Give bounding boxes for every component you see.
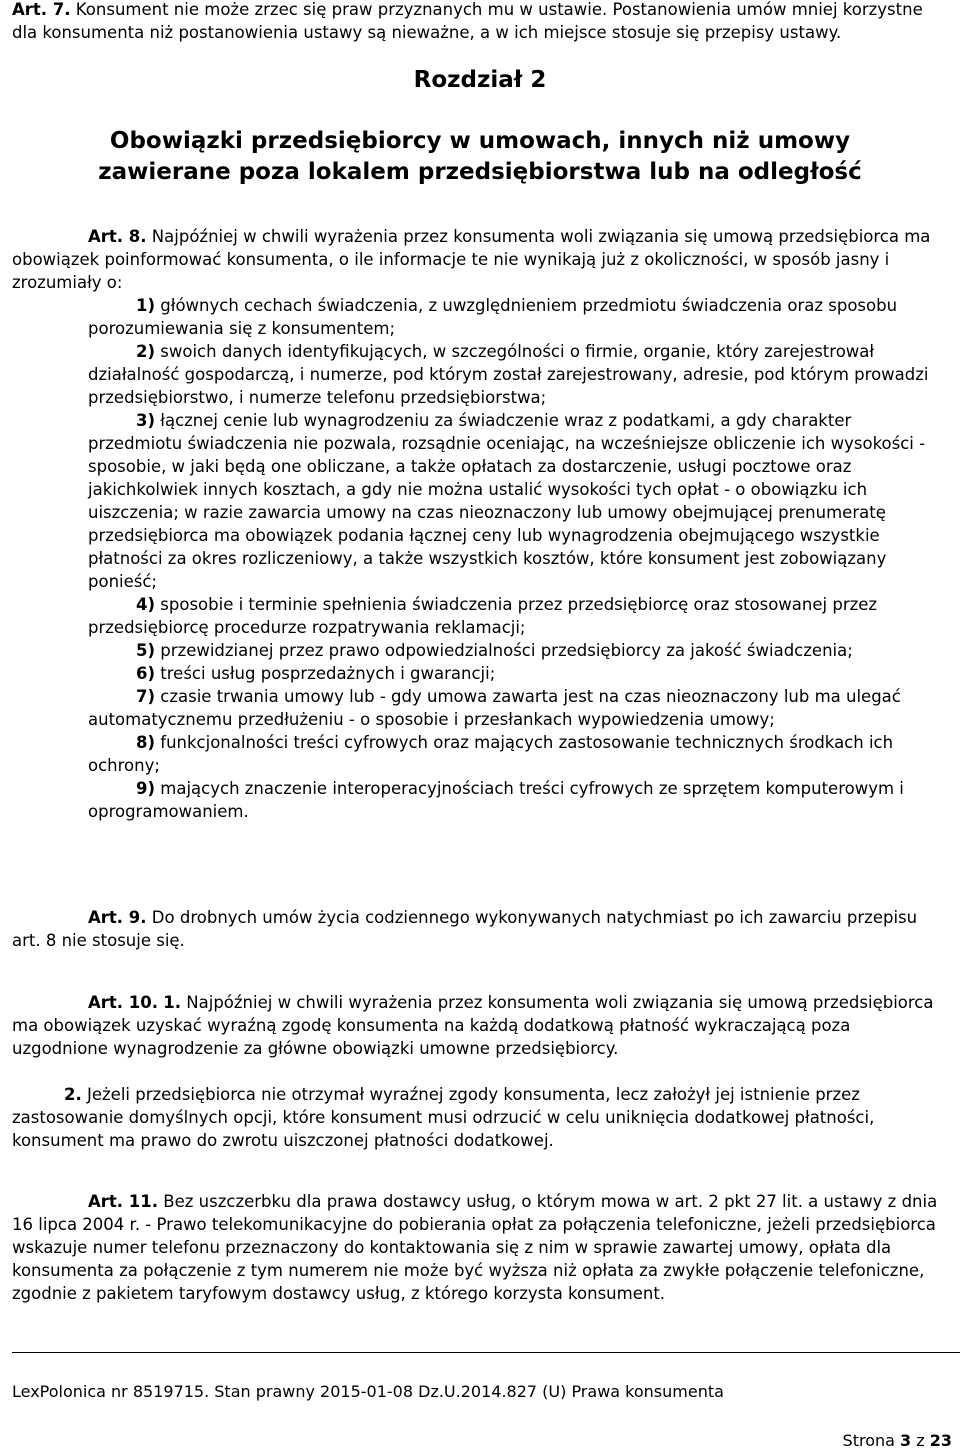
art9-text: Do drobnych umów życia codziennego wykonywanych natychmiast po ich zawarciu przepisu art. 8 nie stosuje się. (12, 908, 918, 950)
list-item (12, 639, 950, 662)
art10-p1-number: 1. (163, 993, 182, 1012)
item-number: 4) (136, 595, 156, 614)
art10-p2-text: Jeżeli przedsiębiorca nie otrzymał wyraźnej zgody konsumenta, lecz założył jej istnienie przez zastosowanie domyślnych opcji, które konsument musi odrzucić w celu uniknięcia dodatkowej płatności, konsument ma prawo do zwrotu uiszczonej płatności dodatkowej. (12, 1085, 875, 1150)
item-number: 7) (136, 687, 156, 706)
item-number: 5) (136, 641, 156, 660)
item-text: przewidzianej przez prawo odpowiedzialności przedsiębiorcy za jakość świadczenia; (155, 641, 853, 660)
chapter-title-line1: Obowiązki przedsiębiorcy w umowach, innych niż umowy (109, 128, 851, 154)
list-item (12, 777, 950, 823)
art10-label: Art. 10. (88, 993, 159, 1012)
list-item (12, 294, 950, 340)
page-current: 3 (900, 1431, 912, 1450)
item-text: funkcjonalności treści cyfrowych oraz mających zastosowanie technicznych środkach ich ochrony; (88, 733, 894, 775)
page-prefix: Strona (842, 1431, 901, 1450)
art10-paragraph-1 (12, 991, 950, 1060)
art7-paragraph (12, 0, 950, 44)
item-number: 1) (136, 296, 156, 315)
art8-intro (12, 225, 950, 294)
page-separator: z (911, 1431, 930, 1450)
art10-p2-number: 2. (64, 1085, 82, 1104)
list-item (12, 685, 950, 731)
item-text: mających znaczenie interoperacyjnościach treści cyfrowych ze sprzętem komputerowym i oprogramowaniem. (88, 779, 904, 821)
list-item (12, 593, 950, 639)
item-text: treści usług posprzedażnych i gwarancji; (155, 664, 496, 683)
art9-label: Art. 9. (88, 908, 147, 927)
art8-section (12, 225, 950, 823)
list-item (12, 731, 950, 777)
page-total: 23 (929, 1431, 952, 1450)
art8-items (12, 294, 950, 823)
art10-paragraph-2 (12, 1083, 950, 1152)
item-number: 9) (136, 779, 156, 798)
chapter-number: Rozdział 2 (413, 67, 547, 93)
list-item (12, 409, 950, 593)
art11-paragraph (12, 1190, 950, 1305)
list-item (12, 662, 950, 685)
footer-divider (12, 1352, 960, 1353)
art9-paragraph (12, 906, 950, 952)
item-text: swoich danych identyfikujących, w szczególności o firmie, organie, który zarejestrował działalność gospodarczą, i numerze, pod którym został zarejestrowany, adresie, pod którym prowadzi przedsiębiorstwo, i numerze telefonu przedsiębiorstwa; (88, 342, 929, 407)
item-number: 6) (136, 664, 156, 683)
chapter-title-line2: zawierane poza lokalem przedsiębiorstwa lub na odległość (98, 159, 862, 185)
art8-label: Art. 8. (88, 227, 147, 246)
art11-text: Bez uszczerbku dla prawa dostawcy usług, o którym mowa w art. 2 pkt 27 lit. a ustawy z dnia 16 lipca 2004 r. - Prawo telekomunikacyjne do pobierania opłat za połączenia telefoniczne, jeżeli przedsiębiorca wskazuje numer telefonu przeznaczony do kontaktowania się z nim w sprawie zawartej umowy, opłata dla konsumenta za połączenie z tym numerem nie może być wyższa niż opłata za zwykłe połączenie telefoniczne, zgodnie z pakietem taryfowym dostawcy usług, z którego korzysta konsument. (12, 1192, 938, 1303)
page-number (843, 1430, 952, 1452)
item-number: 2) (136, 342, 156, 361)
art7-label: Art. 7. (12, 0, 71, 19)
item-text: sposobie i terminie spełnienia świadczenia przez przedsiębiorcę oraz stosowanej przez przedsiębiorcę procedurze rozpatrywania reklamacji; (88, 595, 878, 637)
item-text: łącznej cenie lub wynagrodzeniu za świadczenie wraz z podatkami, a gdy charakter przedmiotu świadczenia nie pozwala, rozsądnie oceniając, na wcześniejsze obliczenie ich wysokości - sposobie, w jaki będą one obliczane, a także opłatach za dostarczenie, usługi pocztowe oraz jakichkolwiek innych kosztach, a gdy nie można ustalić wysokości tych opłat - o obowiązku ich uiszczenia; w razie zawarcia umowy na czas nieoznaczony lub umowy obejmującej prenumeratę przedsiębiorca ma obowiązek podania łącznej ceny lub wynagrodzenia obejmującego wszystkie płatności za okres rozliczeniowy, a także wszystkich kosztów, które konsument jest zobowiązany ponieść; (88, 411, 926, 591)
art10-p1-text: Najpóźniej w chwili wyrażenia przez konsumenta woli związania się umową przedsiębiorca ma obowiązek uzyskać wyraźną zgodę konsumenta na każdą dodatkową płatność wykraczającą poza uzgodnione wynagrodzenie za główne obowiązki umowne przedsiębiorcy. (12, 993, 934, 1058)
item-text: czasie trwania umowy lub - gdy umowa zawarta jest na czas nieoznaczony lub ma ulegać automatycznemu przedłużeniu - o sposobie i przesłankach wypowiedzenia umowy; (88, 687, 901, 729)
item-number: 8) (136, 733, 156, 752)
art11-label: Art. 11. (88, 1192, 159, 1211)
art8-intro-text: Najpóźniej w chwili wyrażenia przez konsumenta woli związania się umową przedsiębiorca ma obowiązek poinformować konsumenta, o ile informacje te nie wynikają już z okoliczności, w sposób jasny i zrozumiały o: (12, 227, 931, 292)
footer-source: LexPolonica nr 8519715. Stan prawny 2015-01-08 Dz.U.2014.827 (U) Prawa konsumenta (12, 1382, 724, 1401)
item-number: 3) (136, 411, 156, 430)
list-item (12, 340, 950, 409)
art7-text: Konsument nie może zrzec się praw przyznanych mu w ustawie. Postanowienia umów mniej korzystne dla konsumenta niż postanowienia ustawy są nieważne, a w ich miejsce stosuje się przepisy ustawy. (12, 0, 923, 42)
item-text: głównych cechach świadczenia, z uwzględnieniem przedmiotu świadczenia oraz sposobu porozumiewania się z konsumentem; (88, 296, 898, 338)
